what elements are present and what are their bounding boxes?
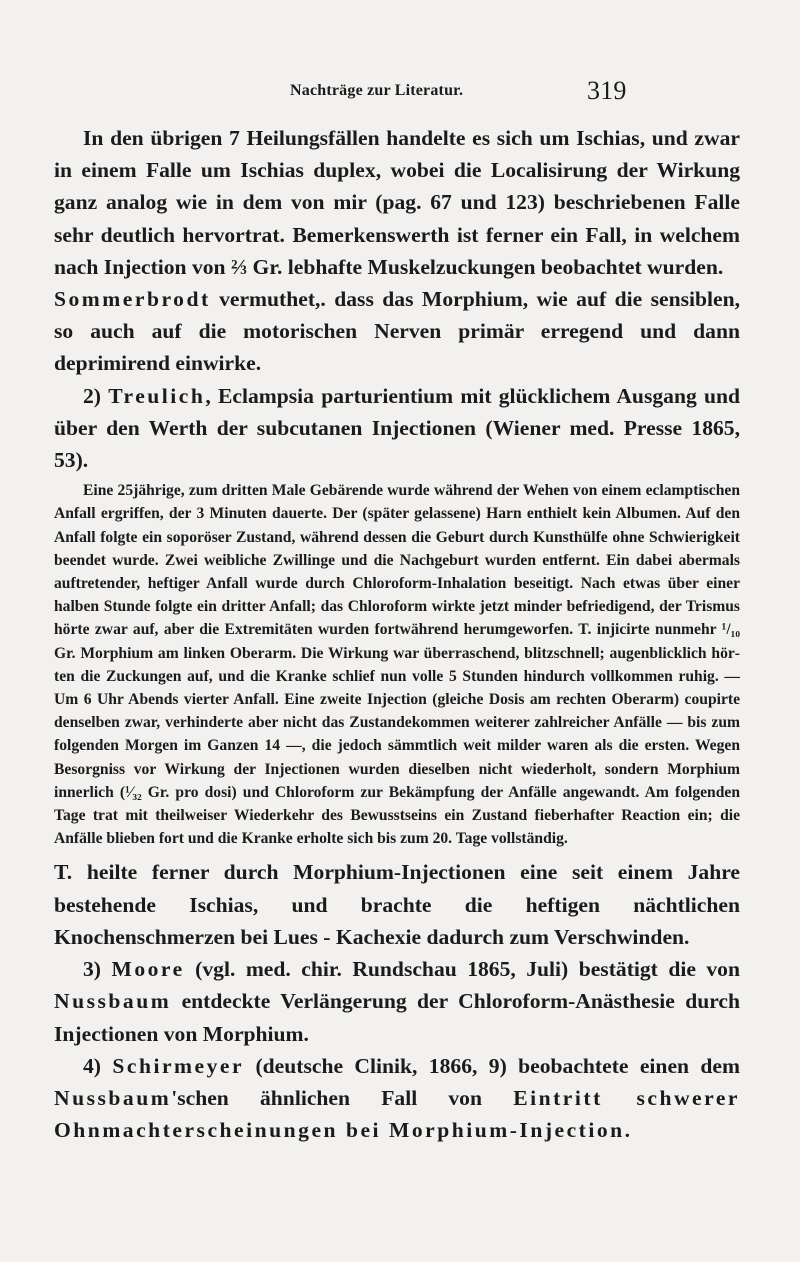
item-number: 2) xyxy=(83,383,109,408)
paragraph-text: (vgl. med. chir. Rundschau 1865, Juli) bestätigt die von xyxy=(184,957,740,982)
author-name: Sommerbrodt xyxy=(54,287,211,312)
author-name: Schirmeyer xyxy=(112,1053,245,1078)
paragraph-ischias-cases xyxy=(54,122,740,380)
paragraph-text: , Eclampsia parturientium mit glücklichem Ausgang und über den Werth der subcutanen Injectionen (Wiener med. Presse 1865, 53). xyxy=(54,383,740,473)
paragraph-text: (deutsche Clinik, 1866, 9) beobachtete einen dem xyxy=(244,1053,740,1078)
item-number: 3) xyxy=(83,957,112,982)
paragraph-text: entdeckte Verlängerung der Chloroform-Anästhesie durch Injectionen von Morphium. xyxy=(54,989,740,1046)
paragraph-schirmeyer-citation xyxy=(54,1050,740,1147)
author-name: Nussbaum xyxy=(54,989,172,1014)
body-text xyxy=(54,122,740,1146)
author-name: Moore xyxy=(111,957,185,982)
author-name: Treulich xyxy=(108,383,206,408)
page-number: 319 xyxy=(587,76,627,105)
spaced-emphasis: Eintritt schwerer Ohnmachterscheinungen bei Morphium-Injection. xyxy=(54,1085,740,1143)
paragraph-text: 'schen ähnlichen Fall von xyxy=(171,1085,514,1110)
author-name: Nussbaum xyxy=(54,1085,172,1110)
paragraph-moore-citation xyxy=(54,953,740,1050)
paragraph-text: In den übrigen 7 Heilungsfällen handelte es sich um Ischias, und zwar in einem Falle um Ischias duplex, wobei die Localisirung der Wirkung ganz analog wie in dem von mir (pag. 67 und 123) beschriebenen Falle sehr deutlich hervortrat. Bemerkenswerth ist ferner ein Fall, in welchem nach Injection von ⅔ Gr. lebhafte Muskelzuckungen beobachtet wurden. xyxy=(54,126,740,279)
item-number: 4) xyxy=(83,1053,113,1078)
running-title: Nachträge zur Literatur. xyxy=(290,82,464,99)
paragraph-text: vermuthet,. dass das Morphium, wie auf die sensiblen, so auch auf die motorischen Nerven primär erregend und dann deprimirend einwirke. xyxy=(54,287,740,376)
paragraph-treulich-citation xyxy=(54,380,740,477)
paragraph-treulich-ischias: T. heilte ferner durch Morphium-Injectionen eine seit einem Jahre bestehende Ischias, und brachte die heftigen nächtlichen Knochenschmerzen bei Lues - Kachexie dadurch zum Verschwinden. xyxy=(54,860,740,949)
paragraph-case-report: Eine 25jährige, zum dritten Male Gebärende wurde während der Wehen von einem eclamptischen Anfall ergriffen, der 3 Minuten dauerte. Der (später gelassene) Harn enthielt kein Albumen. Auf den Anfall folgte ein soporöser Zustand, während dessen die Geburt durch Kunsthülfe ohne Schwierigkeit beendet wurde. Zwei weibliche Zwillinge und die Nachgeburt wurden entfernt. Ein dabei abermals auftretender, heftiger Anfall wurde durch Chloroform-Inhalation beseitigt. Nach etwas über einer halben Stunde folgte ein dritter Anfall; das Chloroform wirkte jetzt minder befriedigend, der Trismus hörte zwar auf, aber die Extremitäten wurden fortwährend herumgeworfen. T. injicirte nunmehr ¹/₁₀ Gr. Morphium am linken Oberarm. Die Wirkung war überraschend, blitzschnell; augenblicklich hörten die Zuckungen auf, und die Kranke schlief nun volle 5 Stunden hindurch vollkommen ruhig. — Um 6 Uhr Abends vierter Anfall. Eine zweite Injection (gleiche Dosis am rechten Oberarm) coupirte denselben zwar, verhinderte aber nicht das Zustandekommen weiterer zahlreicher Anfälle — bis zum folgenden Morgen im Ganzen 14 —, die jedoch sämmtlich weit milder waren als die ersten. Wegen Besorgniss vor Wirkung der Injectionen wurden dieselben nicht wiederholt, sondern Morphium innerlich (¹⁄₃₂ Gr. pro dosi) und Chloroform zur Bekämpfung der Anfälle angewandt. Am folgenden Tage trat mit theilweiser Wiederkehr des Bewusstseins ein Zustand fieberhafter Reaction ein; die Anfälle blieben fort und die Kranke erholte sich bis zum 20. Tage vollständig. xyxy=(54,482,740,848)
